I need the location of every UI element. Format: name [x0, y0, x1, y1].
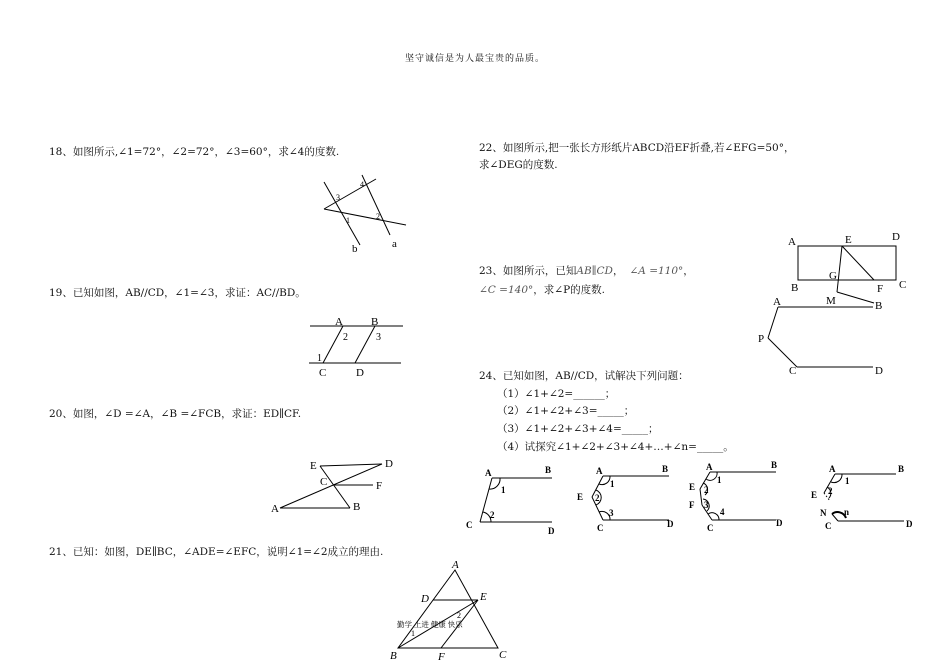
q19-label-2: 2	[343, 332, 348, 343]
q22-label-G: G	[829, 270, 837, 282]
q23-math-parallel: AB∥CD	[576, 265, 613, 277]
q23-figure	[755, 296, 895, 376]
q23-math-angle-c: ∠C =140°	[479, 284, 534, 296]
q24-item-2: （2）∠1+∠2+∠3=_____；	[497, 405, 635, 417]
q21-label-F: F	[438, 651, 445, 663]
fig4-label-A: A	[829, 464, 836, 474]
fig3-label-2: 2	[704, 485, 709, 495]
q22-line2: 求∠DEG的度数.	[479, 159, 558, 171]
q22-label-F: F	[877, 283, 884, 295]
q24-figure-4	[800, 460, 930, 540]
fig3-label-F: F	[689, 500, 695, 510]
fig1-label-C: C	[466, 520, 473, 530]
q19-label-3: 3	[376, 332, 381, 343]
fig3-label-C: C	[707, 523, 714, 533]
q20-label-A: A	[271, 503, 279, 515]
q19-text: 19、已知如图，AB//CD，∠1=∠3，求证：AC//BD。	[49, 287, 306, 299]
fig1-label-A: A	[485, 468, 492, 478]
q22-label-A: A	[788, 236, 796, 248]
q20-text: 20、如图，∠D =∠A，∠B =∠FCB，求证：ED∥CF.	[49, 408, 302, 420]
fig4-label-C: C	[825, 521, 832, 531]
q22-label-E: E	[845, 234, 852, 246]
q20-label-B: B	[353, 501, 361, 513]
fig4-label-D: D	[906, 519, 913, 529]
fig2-label-D: D	[667, 519, 674, 529]
q19-figure	[305, 314, 405, 380]
fig2-label-3: 3	[609, 508, 614, 518]
q23-label-B: B	[875, 300, 883, 312]
fig2-label-C: C	[597, 523, 604, 533]
q22-label-M: M	[826, 295, 836, 307]
fig4-label-n: n	[844, 507, 850, 517]
q21-label-B: B	[390, 650, 397, 662]
fig1-label-D: D	[548, 526, 555, 536]
q19-label-D: D	[356, 367, 364, 379]
fig2-label-B: B	[662, 464, 669, 474]
fig3-label-1: 1	[717, 475, 722, 485]
q20-label-F: F	[376, 480, 383, 492]
fig3-label-E: E	[689, 482, 696, 492]
fig4-label-2: 2	[828, 486, 833, 496]
q21-label-D: D	[421, 593, 429, 605]
fig3-label-3: 3	[704, 500, 709, 510]
q23-label-D: D	[875, 365, 883, 377]
q23-label-P: P	[758, 333, 765, 345]
fig4-label-B: B	[898, 464, 905, 474]
q23-label-A: A	[773, 296, 781, 308]
q22-label-B: B	[791, 282, 799, 294]
q24-item-3: （3）∠1+∠2+∠3+∠4=_____；	[497, 423, 659, 435]
q24-figure-2	[570, 460, 690, 540]
fig4-label-1: 1	[845, 476, 850, 486]
q20-label-C: C	[320, 476, 328, 488]
fig1-label-1: 1	[501, 485, 506, 495]
fig3-label-D: D	[776, 518, 783, 528]
fig2-label-A: A	[596, 466, 603, 476]
q21-text: 21、已知：如图，DE∥BC，∠ADE=∠EFC，说明∠1=∠2成立的理由.	[49, 546, 384, 558]
q18-text: 18、如图所示,∠1=72°，∠2=72°，∠3=60°，求∠4的度数.	[49, 146, 340, 158]
q18-label-a: a	[392, 238, 397, 250]
fig1-label-B: B	[545, 465, 552, 475]
q20-label-D: D	[385, 458, 393, 470]
q21-watermark: 勤学 上进 健康 快乐	[397, 620, 463, 629]
fig3-label-B: B	[771, 460, 778, 470]
q24-figure-1	[462, 460, 582, 540]
q24-item-4: （4）试探究∠1+∠2+∠3+∠4+…+∠n=_____。	[497, 441, 734, 453]
q19-label-C: C	[319, 367, 327, 379]
q18-label-2: 2	[376, 212, 380, 221]
q24-item-1: （1）∠1+∠2=______；	[497, 388, 616, 400]
q21-label-2: 2	[457, 611, 461, 620]
page-header: 坚守诚信是为人最宝贵的品质。	[404, 54, 545, 64]
q23-math-angle-a: ∠A =110°	[629, 265, 684, 277]
q22-label-D: D	[892, 231, 900, 243]
q18-label-3: 3	[336, 193, 340, 202]
q24-figure-3	[680, 458, 800, 538]
q18-label-4: 4	[360, 180, 364, 189]
fig4-label-E: E	[811, 490, 818, 500]
fig3-label-4: 4	[720, 507, 725, 517]
q18-figure	[310, 175, 410, 255]
q19-label-B: B	[371, 316, 379, 328]
q21-label-C: C	[499, 649, 507, 661]
q23-label-C: C	[789, 365, 797, 377]
q21-figure	[385, 558, 525, 668]
q21-label-A: A	[452, 559, 459, 571]
q18-label-b: b	[352, 243, 358, 255]
q23-line2-post: ，求∠P的度数.	[533, 284, 605, 296]
q18-label-1: 1	[346, 216, 350, 225]
q22-line1: 22、如图所示,把一张长方形纸片ABCD沿EF折叠,若∠EFG=50°，	[479, 142, 795, 154]
fig2-label-E: E	[577, 492, 584, 502]
q24-intro: 24、已知如图，AB//CD，试解决下列问题：	[479, 370, 689, 382]
fig4-label-N: N	[820, 508, 827, 518]
fig2-label-1: 1	[610, 479, 615, 489]
q20-label-E: E	[310, 460, 317, 472]
fig1-label-2: 2	[490, 510, 495, 520]
q19-label-A: A	[335, 316, 343, 328]
q23-line1-pre: 23、如图所示，已知	[479, 265, 577, 277]
q23-line2	[479, 284, 605, 297]
fig3-label-A: A	[706, 462, 713, 472]
q21-label-1: 1	[411, 629, 415, 638]
q23-line1: 23、如图所示，已知AB∥CD， ∠A =110°，	[479, 265, 694, 277]
q22-label-C: C	[899, 279, 907, 291]
q19-label-1: 1	[317, 353, 322, 364]
q20-figure	[270, 455, 400, 515]
fig2-label-2: 2	[595, 493, 600, 503]
q21-label-E: E	[480, 591, 487, 603]
